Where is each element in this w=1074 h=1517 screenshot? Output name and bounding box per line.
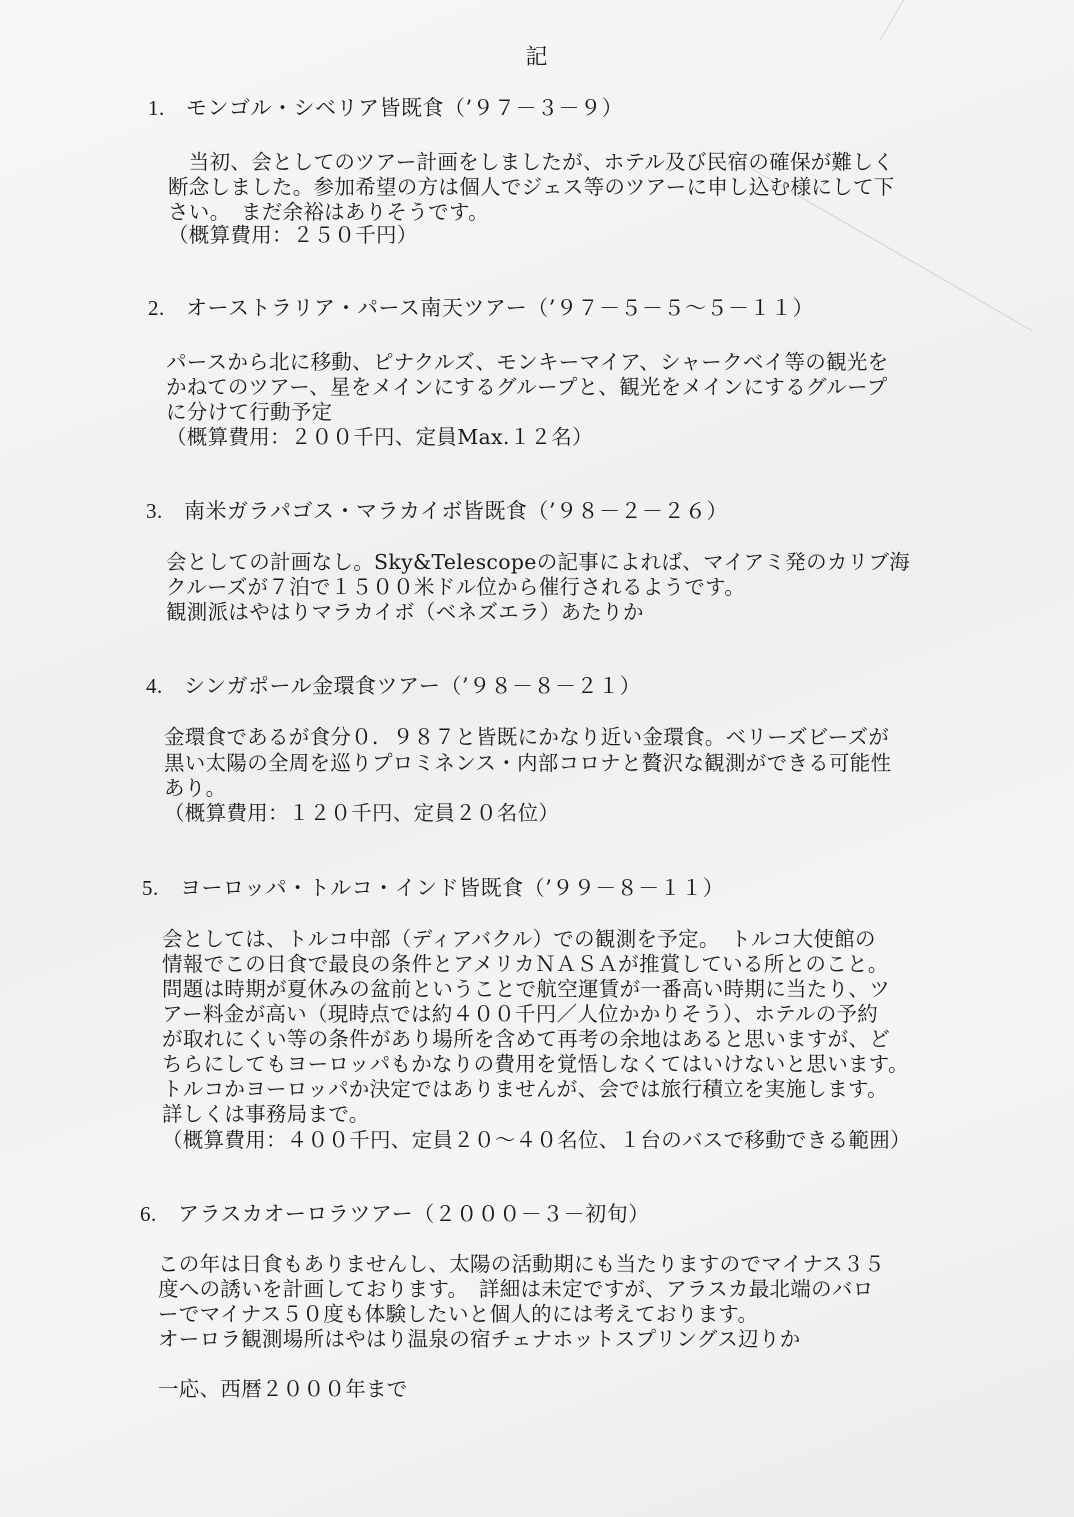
cost-line: （概算費用：２００千円、定員Max.１２名） (166, 425, 593, 449)
section-title-text: アラスカオーロラツアー（２０００－３－初旬） (178, 1202, 650, 1226)
document-heading: 記 (525, 45, 549, 70)
body-line: クルーズが７泊で１５００米ドル位から催行されるようです。 (166, 575, 746, 599)
closing-line: 一応、西暦２０００年まで (158, 1377, 408, 1401)
section-number: 2. (148, 296, 165, 320)
section-title-text: シンガポール金環食ツアー（’９８－８－２１） (184, 674, 642, 698)
section-title-text: モンゴル・シベリア皆既食（’９７－３－９） (186, 96, 624, 120)
section-title (146, 670, 641, 700)
body-line: さい。 まだ余裕はありそうです。 (168, 200, 489, 224)
section-number: 5. (142, 876, 159, 900)
section-title (146, 495, 728, 525)
section-number: 1. (148, 96, 165, 120)
section-title (142, 872, 724, 902)
paper-crease (880, 0, 991, 41)
body-line: 詳しくは事務局まで。 (162, 1102, 370, 1126)
body-line: 観測派はやはりマラカイボ（ベネズエラ）あたりか (166, 600, 644, 624)
section-number: 6. (140, 1202, 157, 1226)
section-title (148, 92, 623, 122)
body-line: この年は日食もありませんし、太陽の活動期にも当たりますのでマイナス３５ (158, 1252, 885, 1276)
body-line: アー料金が高い（現時点では約４００千円／人位かかりそう）、ホテルの予約 (162, 1002, 879, 1026)
section-title-text: オーストラリア・パース南天ツアー（’９７－５－５～５－１１） (186, 296, 814, 320)
body-line: オーロラ観測場所はやはり温泉の宿チェナホットスプリングス辺りか (158, 1327, 801, 1351)
body-line: 当初、会としてのツアー計画をしましたが、ホテル及び民宿の確保が難しく (168, 150, 894, 174)
body-line: かねてのツアー、星をメインにするグループと、観光をメインにするグループ (166, 375, 888, 399)
body-line: 黒い太陽の全周を巡りプロミネンス・内部コロナと贅沢な観測ができる可能性 (164, 751, 892, 775)
section-title (140, 1198, 650, 1228)
body-line: 会としては、トルコ中部（ディアバクル）での観測を予定。 トルコ大使館の (162, 927, 876, 951)
body-line: に分けて行動予定 (166, 400, 333, 424)
body-line: ちらにしてもヨーロッパもかなりの費用を覚悟しなくてはいけないと思います。 (162, 1052, 909, 1076)
section-number: 4. (146, 674, 163, 698)
body-line: トルコかヨーロッパか決定ではありませんが、会では旅行積立を実施します。 (162, 1077, 888, 1101)
section-title-text: ヨーロッパ・トルコ・インド皆既食（’９９－８－１１） (180, 876, 725, 900)
body-line: 問題は時期が夏休みの盆前ということで航空運賃が一番高い時期に当たり、ツ (162, 977, 890, 1001)
body-line: 度への誘いを計画しております。 詳細は未定ですが、アラスカ最北端のバロ (158, 1277, 874, 1301)
section-number: 3. (146, 499, 163, 523)
cost-line: （概算費用：１２０千円、定員２０名位） (164, 801, 560, 825)
cost-line: （概算費用：４００千円、定員２０～４０名位、１台のバスで移動できる範囲） (162, 1128, 911, 1152)
body-line: ーでマイナス５０度も体験したいと個人的には考えております。 (158, 1302, 759, 1326)
body-line: が取れにくい等の条件があり場所を含めて再考の余地はあると思いますが、ど (162, 1027, 890, 1051)
cost-line: （概算費用：２５０千円） (168, 223, 418, 247)
body-line: 金環食であるが食分０．９８７と皆既にかなり近い金環食。ベリーズビーズが (164, 725, 890, 749)
body-line: 断念しました。参加希望の方は個人でジェス等のツアーに申し込む様にして下 (168, 175, 895, 199)
body-line: あり。 (164, 776, 227, 800)
section-title (148, 292, 814, 322)
section-title-text: 南米ガラパゴス・マラカイボ皆既食（’９８－２－２６） (184, 499, 729, 523)
body-line: 会としての計画なし。Sky&Telescopeの記事によれば、マイアミ発のカリブ海 (166, 550, 911, 574)
body-line: 情報でこの日食で最良の条件とアメリカＮＡＳＡが推賞している所とのこと。 (162, 952, 889, 976)
body-line: パースから北に移動、ピナクルズ、モンキーマイア、シャークベイ等の観光を (166, 350, 889, 374)
